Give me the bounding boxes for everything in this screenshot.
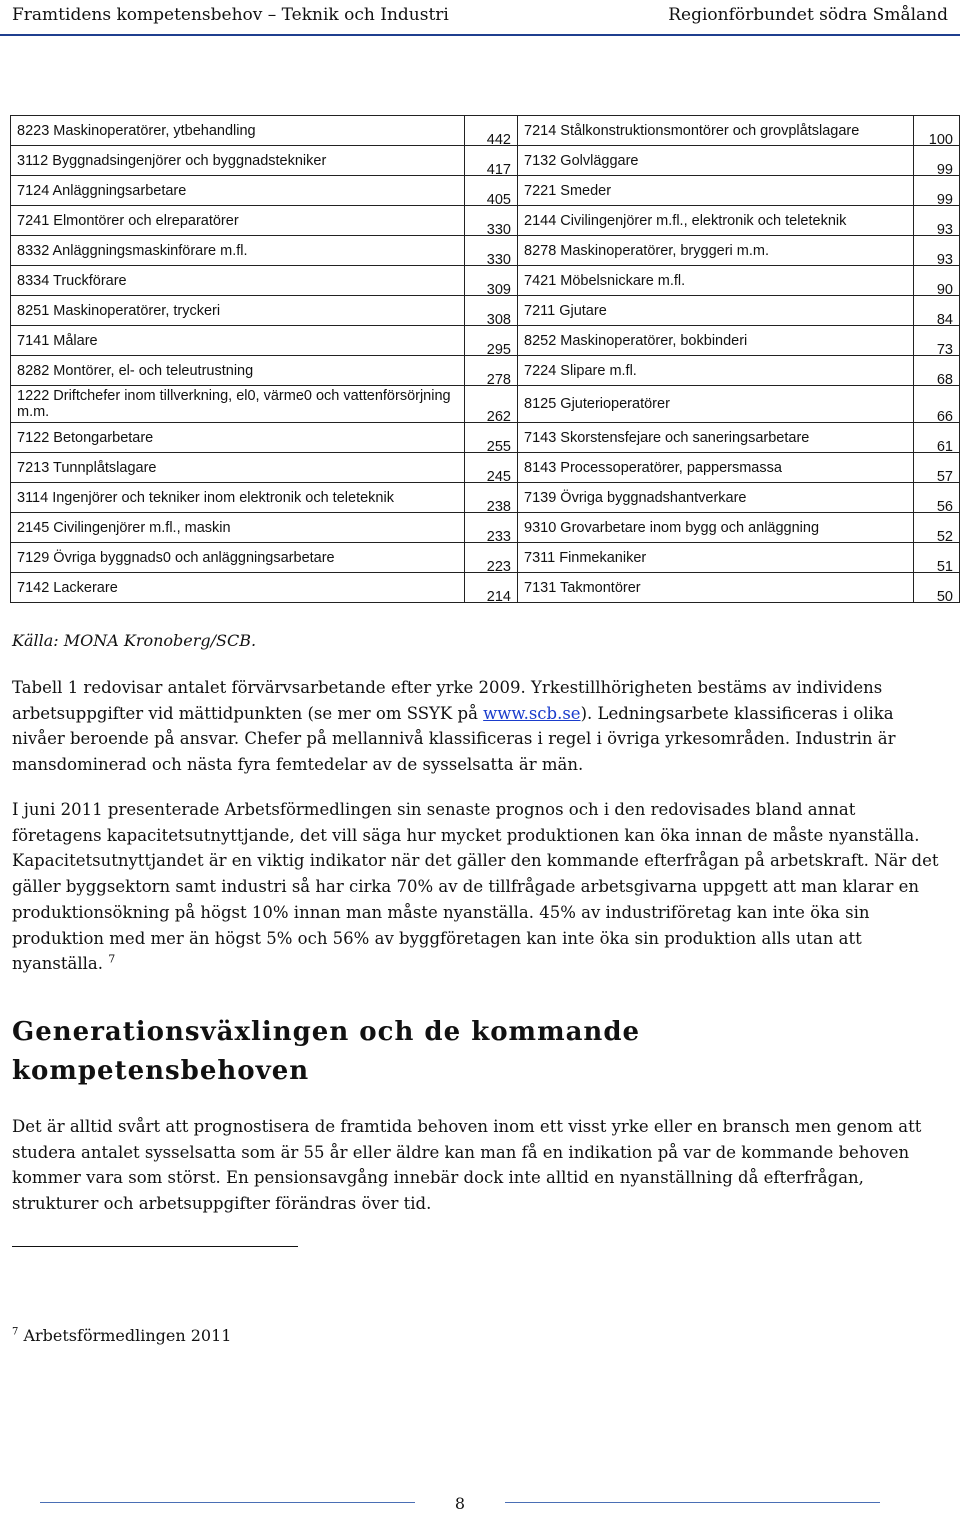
occupation-count-right-text: 99 — [936, 162, 953, 178]
occupation-name-left-text: 8334 Truckförare — [17, 272, 127, 289]
occupation-name-right-text: 8143 Processoperatörer, pappersmassa — [524, 459, 782, 476]
occupation-name-right-text: 7139 Övriga byggnadshantverkare — [524, 489, 747, 506]
table-row — [11, 236, 960, 266]
occupation-count-right — [914, 176, 960, 206]
paragraph-text: Tabell 1 redovisar antalet förvärvsarbetande efter yrke 2009. Yrkestillhörigheten bestäms av individens arbetsuppgifter vid mättidpunkten (se mer om SSYK på — [12, 678, 883, 723]
running-header — [12, 0, 948, 30]
occupation-name-left — [11, 423, 465, 453]
occupation-count-right-text: 99 — [936, 192, 953, 208]
occupation-count-right — [914, 423, 960, 453]
occupation-name-right — [518, 386, 914, 423]
occupation-name-right-text: 7132 Golvläggare — [524, 152, 639, 169]
header-rule — [0, 34, 960, 36]
occupation-count-left-text: 233 — [486, 529, 511, 545]
occupation-count-left — [465, 266, 518, 296]
occupation-count-right-text: 50 — [936, 589, 953, 605]
occupation-count-right-text: 51 — [936, 559, 953, 575]
table-row — [11, 296, 960, 326]
occupation-count-left — [465, 356, 518, 386]
occupation-count-right — [914, 326, 960, 356]
occupation-count-left-text: 330 — [486, 252, 511, 268]
occupation-count-left-text: 295 — [486, 342, 511, 358]
occupation-name-left-text: 8332 Anläggningsmaskinförare m.fl. — [17, 242, 248, 259]
section-heading: Generationsväxlingen och de kommande kompetensbehoven — [12, 1017, 641, 1086]
table-row — [11, 513, 960, 543]
occupation-name-right — [518, 326, 914, 356]
occupation-name-left — [11, 483, 465, 513]
paragraph-text: I juni 2011 presenterade Arbetsförmedlingen sin senaste prognos och i den redovisades bland annat företagens kapacitetsutnyttjande, det vill säga hur mycket produktionen kan öka innan de måste nyanställa. Kapacitetsutnyttjandet är en viktig indikator när det gäller den kommande efterfrågan på arbetskraft. När det gäller byggsektorn samt industri så har cirka 70% av de tillfrågade arbetsgivarna uppgett att man klarar en produktionsökning på högst 10% innan man måste nyanställa. 45% av industriföretag kan inte öka sin produktion med mer än högst 5% och 56% av byggföretagen kan inte öka sin produktion alls utan att nyanställa. — [12, 800, 939, 974]
occupation-name-left-text: 8251 Maskinoperatörer, tryckeri — [17, 302, 221, 319]
occupation-count-right — [914, 206, 960, 236]
occupation-count-right — [914, 296, 960, 326]
table-source: Källa: MONA Kronoberg/SCB. — [12, 631, 257, 650]
occupation-name-right — [518, 543, 914, 573]
table-row — [11, 573, 960, 603]
occupation-name-left-text: 7213 Tunnplåtslagare — [17, 459, 157, 476]
occupation-name-left — [11, 543, 465, 573]
occupation-count-left — [465, 513, 518, 543]
occupation-name-right-text: 8252 Maskinoperatörer, bokbinderi — [524, 332, 748, 349]
occupation-count-left-text: 309 — [486, 282, 511, 298]
table-row — [11, 146, 960, 176]
occupation-count-left-text: 223 — [486, 559, 511, 575]
occupation-name-right-text: 8125 Gjuterioperatörer — [524, 396, 670, 412]
occupations-table — [10, 115, 960, 603]
occupation-name-right — [518, 176, 914, 206]
occupation-name-right — [518, 483, 914, 513]
footnote-number: 7 — [12, 1326, 19, 1338]
occupation-name-left-text: 7122 Betongarbetare — [17, 429, 154, 446]
occupation-count-right — [914, 483, 960, 513]
occupation-count-right — [914, 453, 960, 483]
occupation-name-left-text: 8282 Montörer, el- och teleutrustning — [17, 362, 254, 379]
occupation-count-left — [465, 573, 518, 603]
occupation-name-right-text: 7421 Möbelsnickare m.fl. — [524, 272, 686, 289]
occupation-name-right-text: 7131 Takmontörer — [524, 579, 641, 596]
occupation-count-left — [465, 483, 518, 513]
occupation-name-left — [11, 116, 465, 146]
table-row — [11, 453, 960, 483]
occupation-count-left — [465, 386, 518, 423]
occupation-name-right-text: 9310 Grovarbetare inom bygg och anläggning — [524, 519, 820, 536]
occupation-name-right-text: 7214 Stålkonstruktionsmontörer och grovplåtslagare — [524, 122, 860, 139]
occupation-count-right — [914, 543, 960, 573]
occupation-count-left — [465, 423, 518, 453]
occupation-count-right-text: 57 — [936, 469, 953, 485]
occupation-name-left — [11, 573, 465, 603]
occupation-name-right-text: 7311 Finmekaniker — [524, 549, 647, 566]
occupation-name-right-text: 7221 Smeder — [524, 182, 612, 199]
occupation-count-left-text: 442 — [486, 132, 511, 148]
occupation-count-right-text: 93 — [936, 252, 953, 268]
occupation-count-right — [914, 513, 960, 543]
occupation-count-left-text: 245 — [486, 469, 511, 485]
occupation-count-left — [465, 176, 518, 206]
occupation-count-right — [914, 116, 960, 146]
occupation-name-right — [518, 146, 914, 176]
occupation-name-left — [11, 266, 465, 296]
occupation-name-left-text: 7142 Lackerare — [17, 579, 118, 596]
occupation-count-right — [914, 386, 960, 423]
table-row — [11, 543, 960, 573]
table-row — [11, 116, 960, 146]
occupation-name-left-text: 7129 Övriga byggnads0 och anläggningsarbetare — [17, 549, 335, 566]
occupation-name-right-text: 7143 Skorstensfejare och saneringsarbetare — [524, 429, 810, 446]
table-row — [11, 386, 960, 423]
occupation-name-left — [11, 176, 465, 206]
header-title-right: Regionförbundet södra Småland — [668, 5, 948, 25]
occupation-name-left — [11, 453, 465, 483]
table-row — [11, 423, 960, 453]
occupation-count-right — [914, 356, 960, 386]
occupation-count-right-text: 66 — [936, 409, 953, 425]
footnote — [12, 1326, 231, 1345]
footer-rule-left — [40, 1502, 415, 1503]
occupation-count-right-text: 90 — [936, 282, 953, 298]
occupation-name-left — [11, 513, 465, 543]
occupation-count-right — [914, 266, 960, 296]
occupation-name-right — [518, 513, 914, 543]
table-row — [11, 483, 960, 513]
occupation-name-right — [518, 116, 914, 146]
occupation-count-left-text: 405 — [486, 192, 511, 208]
occupation-name-left — [11, 296, 465, 326]
occupation-count-left-text: 330 — [486, 222, 511, 238]
occupation-count-left — [465, 206, 518, 236]
table-row — [11, 206, 960, 236]
occupation-count-right — [914, 146, 960, 176]
occupation-name-right-text: 2144 Civilingenjörer m.fl., elektronik och teleteknik — [524, 212, 847, 229]
occupation-name-right — [518, 573, 914, 603]
occupation-name-left-text: 7241 Elmontörer och elreparatörer — [17, 212, 239, 229]
table-row — [11, 326, 960, 356]
occupation-count-left-text: 417 — [486, 162, 511, 178]
occupation-count-left-text: 308 — [486, 312, 511, 328]
occupation-count-right-text: 52 — [936, 529, 953, 545]
occupation-count-right-text: 100 — [928, 132, 953, 148]
occupation-count-left — [465, 236, 518, 266]
paragraph-table-description — [12, 675, 947, 778]
occupation-name-left-text: 1222 Driftchefer inom tillverkning, el0, värme0 och vattenförsörjning m.m. — [17, 388, 451, 420]
occupation-count-right-text: 56 — [936, 499, 953, 515]
occupation-count-right — [914, 573, 960, 603]
occupation-count-left — [465, 543, 518, 573]
occupation-name-right — [518, 206, 914, 236]
occupation-name-right-text: 8278 Maskinoperatörer, bryggeri m.m. — [524, 242, 769, 259]
page-number: 8 — [454, 1494, 466, 1513]
occupation-count-left-text: 278 — [486, 372, 511, 388]
occupation-name-right — [518, 423, 914, 453]
occupation-name-left — [11, 356, 465, 386]
occupation-count-right-text: 68 — [936, 372, 953, 388]
footnote-text: Arbetsförmedlingen 2011 — [18, 1326, 232, 1345]
occupation-count-left — [465, 296, 518, 326]
occupation-count-left-text: 238 — [486, 499, 511, 515]
occupation-count-left — [465, 146, 518, 176]
occupation-name-left — [11, 386, 465, 423]
footnote-ref[interactable]: 7 — [108, 952, 116, 966]
occupation-count-right-text: 73 — [936, 342, 953, 358]
occupation-name-left-text: 7141 Målare — [17, 332, 98, 349]
occupation-count-left-text: 262 — [486, 409, 511, 425]
occupation-name-right — [518, 296, 914, 326]
paragraph-text: ). Ledningsarbete klassificeras i olika nivåer beroende på ansvar. Chefer på mellannivå klassificeras i regel i övriga yrkesområden. Industrin är mansdominerad och nästa fyra femtedelar av de sysselsatta är män. — [12, 703, 896, 775]
occupation-count-right — [914, 236, 960, 266]
header-title-left: Framtidens kompetensbehov – Teknik och Industri — [12, 5, 449, 25]
occupation-name-right-text: 7211 Gjutare — [524, 302, 607, 319]
occupation-name-left-text: 7124 Anläggningsarbetare — [17, 182, 187, 199]
footnote-rule — [12, 1246, 298, 1247]
occupation-count-left — [465, 116, 518, 146]
occupation-name-right — [518, 236, 914, 266]
occupation-name-left-text: 8223 Maskinoperatörer, ytbehandling — [17, 122, 256, 139]
table-row — [11, 356, 960, 386]
table-row — [11, 266, 960, 296]
occupation-count-right-text: 84 — [936, 312, 953, 328]
occupation-count-right-text: 61 — [936, 439, 953, 455]
paragraph-capacity — [12, 797, 947, 977]
occupation-name-left-text: 3114 Ingenjörer och tekniker inom elektronik och teleteknik — [17, 489, 394, 506]
paragraph-generation: Det är alltid svårt att prognostisera de framtida behoven inom ett visst yrke eller en bransch men genom att studera antalet sysselsatta som är 55 år eller äldre kan man få en indikation på var de kommande behoven kommer vara som störst. En pensionsavgång innebär dock inte alltid en nyanställning då efterfrågan, strukturer och arbetsuppgifter förändras över tid. — [12, 1117, 922, 1214]
occupation-name-right — [518, 356, 914, 386]
occupation-name-left — [11, 326, 465, 356]
occupation-name-left — [11, 146, 465, 176]
occupation-count-left — [465, 453, 518, 483]
occupation-name-left-text: 2145 Civilingenjörer m.fl., maskin — [17, 519, 231, 536]
scb-link[interactable]: www.scb.se — [483, 703, 581, 723]
occupation-name-left — [11, 236, 465, 266]
occupation-count-left — [465, 326, 518, 356]
occupation-name-right-text: 7224 Slipare m.fl. — [524, 362, 637, 379]
occupation-count-left-text: 255 — [486, 439, 511, 455]
table-row — [11, 176, 960, 206]
footer-rule-right — [505, 1502, 880, 1503]
occupation-name-right — [518, 453, 914, 483]
occupation-name-left — [11, 206, 465, 236]
occupation-count-left-text: 214 — [486, 589, 511, 605]
occupation-count-right-text: 93 — [936, 222, 953, 238]
occupation-name-right — [518, 266, 914, 296]
occupation-name-left-text: 3112 Byggnadsingenjörer och byggnadstekniker — [17, 152, 327, 169]
